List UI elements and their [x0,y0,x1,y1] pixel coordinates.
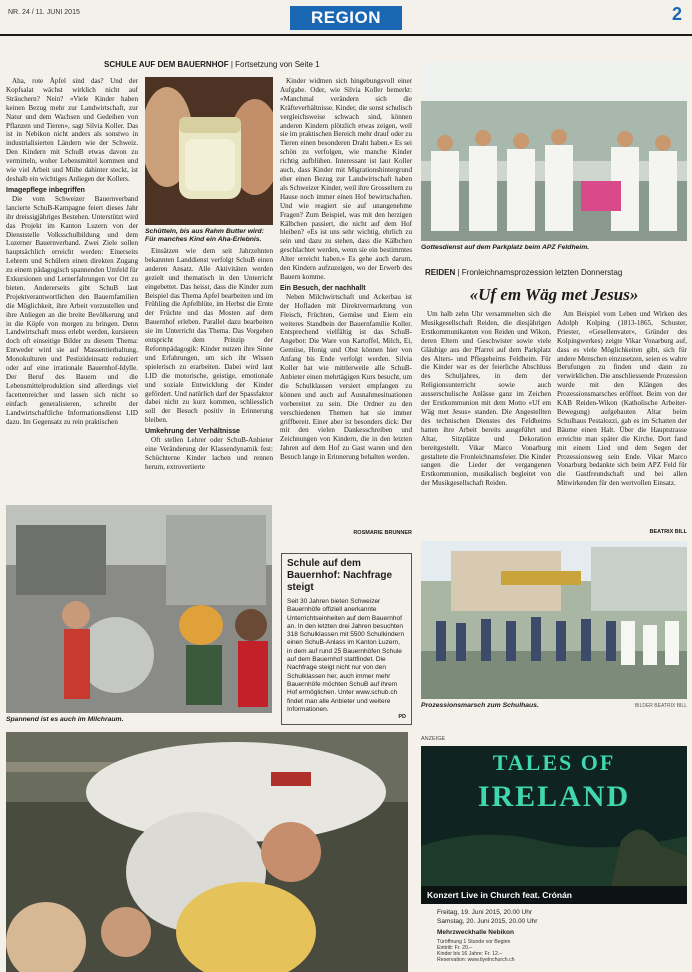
issue-number: NR. 24 / 11. JUNI 2015 [8,9,80,16]
mass-photo-caption: Gottesdienst auf dem Parkplatz beim APZ Feldheim. [421,244,590,251]
milkroom-photo-caption: Spannend ist es auch im Milchraum. [6,716,124,723]
milkroom-photo [6,505,272,713]
ad-date-1: Freitag, 19. Juni 2015, 20.00 Uhr [437,909,533,916]
butter-photo-caption: Schütteln, bis aus Rahm Butter wird: Für manches Kind ein Aha-Erlebnis. [145,228,264,243]
infobox-author: PD [398,714,406,721]
school-column-1 [6,77,138,499]
ad-venue: Mehrzweckhalle Nebikon [437,929,514,936]
procession-headline: «Uf em Wäg met Jesus» [469,285,639,304]
procession-body-1: Um halb zehn Uhr versammelten sich die Musikgesellschaft Reiden, die diesjährigen Erstkommunikanten von Reiden und Wikon, deren Eltern und Geschwister sowie viele Gläubige aus der Pfarrei auf dem Parkplatz des Alters- und Pflegeheims Feldheim. Für die Kinder war es der feierliche Abschluss des Schuljahres, in dem der Religionsunterricht sowie auch ausserschulische Anlässe ganz im Zeichen der Erstkommunion mit dem Motto «Uf em Wäg met Jesus» standen. Die Angestellten des technischen Dienstes des Feldheims hatten ihre Arbeit bereits ausgeführt und Altar, Sitzplätze und Dekoration bereitgestellt. Vikar Marco Vonarburg gestaltete die Fronleichnamsfeier. Die Kinder sangen die Lieder der vergangenen Erstkommunion, musikalisch begleitet von der Musikgesellschaft Reiden. [421,310,551,488]
infobox-title: Schule auf dem Bauernhof: Nachfrage steigt [287,558,393,593]
schub-infobox [281,553,412,725]
procession-body-2: Am Beispiel vom Leben und Wirken des Adolph Kolping (1813-1865, Schuster, Priester, «Gesellenvater», Gründer des Kolpingwerkes) zeigte Vikar Vonarburg auf, dass es viele Möglichkeiten gibt, sich für andere Menschen einzusetzen, seien es wahre Berufungen zu finden und dann zu verwirklichen. Die anschliessende Prozession wurde mit den Klängen des Prozessionsmarsches eröffnet. Beim von der KAB Reiden-Wikon (Katholische Arbeiter-Bewegung) aufgebauten Altar beim Schulhaus Pestalozzi, gab es im Schatten der Bäume einen Halt. Über die Hauptstrasse erreichte man später die Kirche. Dort fand mit einem Lied und dem Segen der Prozessionsweg sein Ende. Vikar Marco Vonarburg bedankte sich beim APZ Feld für die Gastfreundschaft und bei allen Mitwirkenden für den wertvollen Einsatz. [557,310,687,488]
procession-photo [421,541,687,699]
procession-kicker [425,268,687,277]
school-body-2b: Oft stellen Lehrer oder SchuB-Anbieter eine Veränderung der Klassendynamik fest: Schüchterne Kinder lachen und rennen herum, extrovertierte [145,436,273,471]
school-kicker [104,60,414,69]
procession-author: BEATRIX BILL [649,529,687,535]
ad-small-3: Kinder bis 16 Jahre: Fr. 12.– [437,951,503,957]
school-body-3: Kinder widmen sich hingebungsvoll einer Aufgabe. Oder, wie Silvia Koller bemerkt: «Manchmal verändern sich die Kräfteverhältnisse. Kinder, die sonst schulisch vergleichsweise schwach sind, können anderen Kindern plötzlich etwas zeigen, weil sie im praktischen Bereich mehr drauf oder zu Tieren einen besonderen Draht haben.» Es sei schön zu verfolgen, wie manche Kinder richtig aufblühen. Interessant ist laut Koller auch, dass Kinder mit Migrationshintergrund eher einen Bezug zur Landwirtschaft haben als Schweizer Kinder, weil ihre Grosseltern zu Hause noch immer einen Hof bewirtschaften. Und wie reagiert sie auf unangenehme Fragen? Zum Beispiel, was mit den herzigen Kälbchen passiert, die nicht auf dem Hof bleiben? «Es ist uns sehr wichtig, ehrlich zu sein und dazu zu stehen, dass die Kälbchen geschlachtet werden, wenn sie ein bestimmtes Alter erreicht haben.» Es gehe auch darum, den Kindern aufzuzeigen, wo der Erwerb des Bauern komme. [280,77,412,281]
concert-ad[interactable] [421,746,687,886]
procession-column-1 [421,310,551,526]
school-subhead-1: Imagepflege inbegriffen [6,186,85,194]
ad-title-2: IRELAND [477,780,631,813]
school-kicker-title: SCHULE AUF DEM BAUERNHOF [104,60,229,69]
school-column-3 [280,77,412,527]
school-body-2: Einsätzen wie dem seit Jahrzehnten bekannten Landdienst verfolgt SchuB einen anderen Ansatz. Alle Aktivitäten werden gezielt und thematisch in den Unterricht eingebettet. Das heisst, dass die Kinder zum Beispiel das Thema Apfel bearbeiten und im Frühling die Apfelblüte, im Herbst die Ernte der Früchte und das Mosten auf dem Bauernhof erleben. Parallel dazu bearbeiten sie im Unterricht das Thema. Das Vorgehen entspricht dem Prinzip der Reformpädagogik: Kinder nutzen ihre Sinne und Erfahrungen, um sich ihr Wissen spielerisch zu erarbeiten. Dabei wird laut LID die motorische, geistige, emotionale und soziale Entwicklung der Kinder gefördert. Und natürlich darf der Spassfaktor dabei nicht zu kurz kommen, schliesslich soll der Besuch positiv in Erinnerung bleiben. [145,247,273,425]
ad-small-2: Eintritt: Fr. 20.– [437,945,473,951]
procession-kicker-sub: | Fronleichnamsprozession letzten Donnerstag [457,268,623,277]
school-author: ROSMARIE BRUNNER [353,530,412,536]
school-intro: Aha, rote Äpfel sind das? Und der Kopfsalat wächst wirklich nicht auf Sträuchern? Nein? «Viele Kinder haben keinen Bezug mehr zur Landwirtschaft, zur Natur und dem Wachsen und Gedeihen von Pflanzen und Tieren», sagt Silvia Koller. Das ist in Nebikon nicht anders als sonstwo in industrialisierten Ländern wie der Schweiz. Den Kindern mit SchuB etwas davon zu vermitteln, woher Lebensmittel kommen und wie viel Arbeit und Mühe dahinter steckt, ist deshalb ein wichtiges Anliegen der Kollers. [6,77,138,183]
ad-small-4[interactable]: Reservation: www.tiyelnchurch.ch [437,957,515,963]
ad-event: Konzert Live in Church feat. Crónán [427,890,572,900]
procession-kicker-title: REIDEN [425,268,456,277]
cow-photo [6,732,408,972]
school-body-1: Die vom Schweizer Bauernverband lancierte SchuB-Kampagne feiert dieses Jahr ihr dreissigjähriges Bestehen. Unterstützt wird das Projekt im Kanton Luzern von der Dienststelle Volksschulbildung und dem Luzerner Bauernverband. Zwei Ziele sollen hauptsächlich erreicht werden: Einerseits Lehrern und Schülern einen direkten Zugang zu einem pädagogisch spannenden Umfeld für Exkursionen und Lernerfahrungen vor Ort zu bieten. Andererseits gibt SchuB laut Projektverantwortlichen den Bauernfamilien die Möglichkeit, ihre Arbeit vorzustellen und ihre Anliegen an die breite Bevölkerung und in die Köpfe von morgen zu bringen. Denn Landwirtschaft muss erlebt werden, kursieren doch oft einseitige Bilder zu diesem Thema: Entweder wird sie auf Massentierhaltung, Monokulturen und Pestizideinsatz reduziert oder auf eine irrationale Bauernhof-Idylle. Der Beruf des Bauern und die Lebensmittelproduktion sind allerdings viel facettenreicher und lassen sich nicht so einfach generalisieren, schreibt der Landwirtschaftliche Informationsdienst LID dazu. Im Gegensatz zu rein praktischen [6,194,138,426]
infobox-body: Seit 30 Jahren bieten Schweizer Bauernhöfe offiziell anerkannte Unterrichtseinheiten auf dem Bauernhof an. In den letzten drei Jahren besuchten 318 Schulklassen mit 5500 Schulkindern einen SchuB-Anlass im Kanton Luzern, in dem auf rund 25 Bauernhöfen Schule auf dem Bauernhof stattfindet. Die Nachfrage steigt nicht nur von den Schulklassen her, auch immer mehr Bauernhöfe möchten SchuB auf ihrem Hof ermöglichen. Unter www.schub.ch findet man alle Anbieter und weitere Informationen. [287,598,405,713]
school-column-2 [145,247,273,499]
ad-event-bar [421,886,687,904]
school-subhead-2: Umkehrung der Verhältnisse [145,428,240,436]
school-kicker-sub: | Fortsetzung von Seite 1 [230,60,320,69]
mass-photo [421,61,687,241]
section-banner: REGION [290,6,402,30]
ad-label: ANZEIGE [421,736,446,742]
procession-column-2 [557,310,687,526]
school-body-3b: Neben Milchwirtschaft und Ackerbau ist der Hofladen mit Direktvermarktung von Fleisch, Früchten, Gemüse und Eiern ein weiteres Standbein der Bauernfamilie Koller. Entsprechend vielfältig ist das SchuB-Angebot: Die Ware von Kartoffel, Milch, Ei, Gemüse, Honig und Obst können hier von Anfang bis Ende verfolgt werden. Silvia Koller hat wie mittlerweile alle SchuB-Anbieter einen mehrtägigen Kurs besucht, um die Schulklassen versiert empfangen zu können und auch auf Ausnahmesituationen vorbereitet zu sein. Die Ordner zu den verschiedenen Themen hat sie immer griffbereit. Einer aber ist besonders dick: Der mit den vielen Dankesschreiben und Zeichnungen von Kindern, die in den letzten Jahren auf dem Hof zu Gast waren und den Besuch lange in Erinnerung behalten werden. [280,292,412,462]
page-number: 2 [672,4,683,24]
school-subhead-3: Ein Besuch, der nachhallt [280,284,366,292]
ad-date-2: Samstag, 20. Juni 2015, 20.00 Uhr [437,918,538,925]
ad-small-1: Türöffnung 1 Stunde vor Beginn [437,939,511,945]
procession-photo-caption: Prozessionsmarsch zum Schulhaus. [421,702,539,709]
butter-photo [145,77,273,225]
procession-photo-credit: BILDER BEATRIX BILL [634,703,687,709]
ad-title-1: TALES OF [492,750,616,775]
